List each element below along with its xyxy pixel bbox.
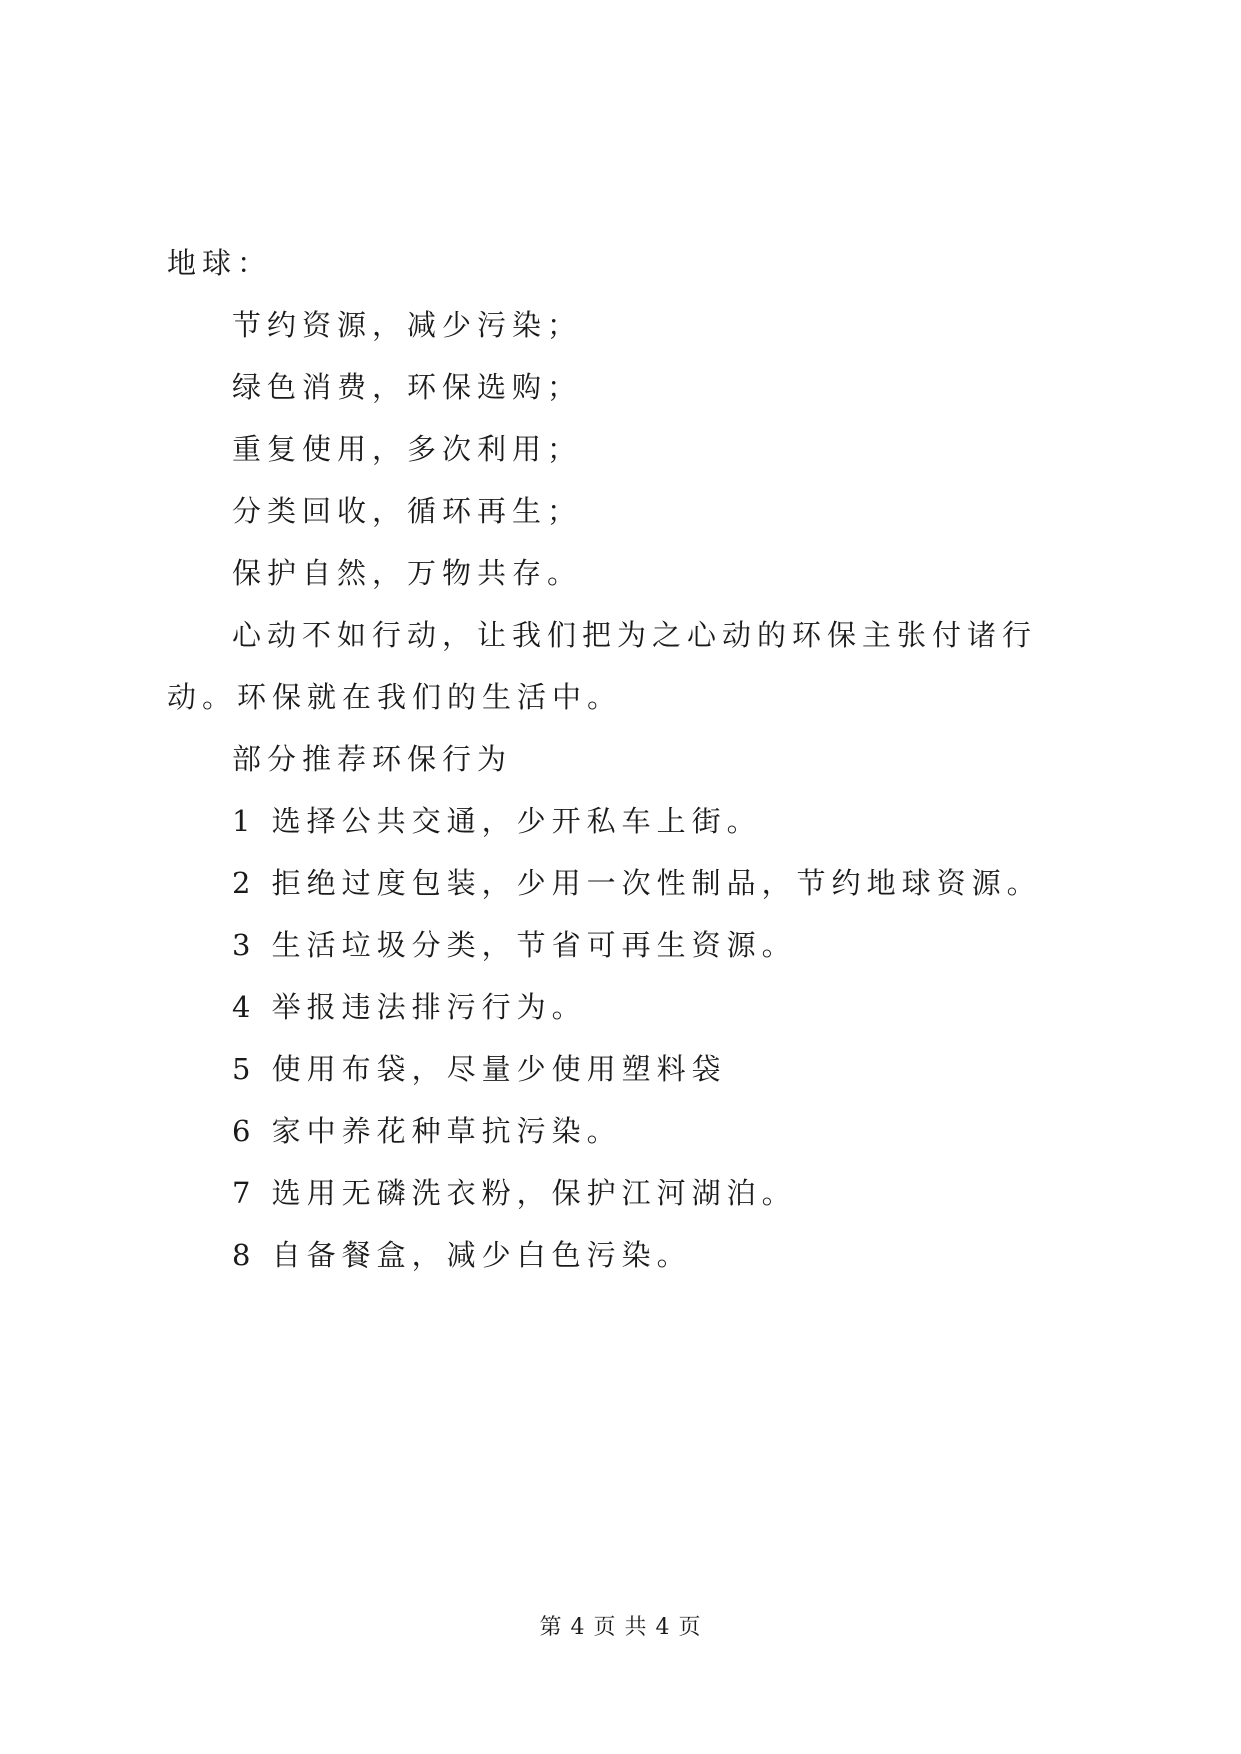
slogan-line: 绿色消费，环保选购；	[232, 370, 583, 404]
list-item: 4 举报违法排污行为。	[232, 990, 587, 1024]
section-heading: 部分推荐环保行为	[232, 742, 513, 776]
list-item: 7 选用无磷洗衣粉，保护江河湖泊。	[232, 1176, 797, 1210]
list-item: 2 拒绝过度包装，少用一次性制品，节约地球资源。	[232, 866, 1042, 900]
slogan-line: 分类回收，循环再生；	[232, 494, 583, 528]
slogan-line: 重复使用，多次利用；	[232, 432, 583, 466]
paragraph-action: 心动不如行动，让我们把为之心动的环保主张付诸行动。环保就在我们的生活中。	[167, 618, 1038, 714]
list-item: 5 使用布袋，尽量少使用塑料袋	[232, 1052, 727, 1086]
paragraph-earth: 地球：	[167, 246, 273, 280]
list-item: 6 家中养花种草抗污染。	[232, 1114, 622, 1148]
list-item: 8 自备餐盒，减少白色污染。	[232, 1238, 692, 1272]
document-body	[167, 232, 1087, 1286]
slogan-line: 保护自然，万物共存。	[232, 556, 583, 590]
list-item: 1 选择公共交通，少开私车上街。	[232, 804, 762, 838]
page-number: 第 4 页 共 4 页	[539, 1615, 702, 1640]
list-item: 3 生活垃圾分类，节省可再生资源。	[232, 928, 797, 962]
slogan-line: 节约资源，减少污染；	[232, 308, 583, 342]
